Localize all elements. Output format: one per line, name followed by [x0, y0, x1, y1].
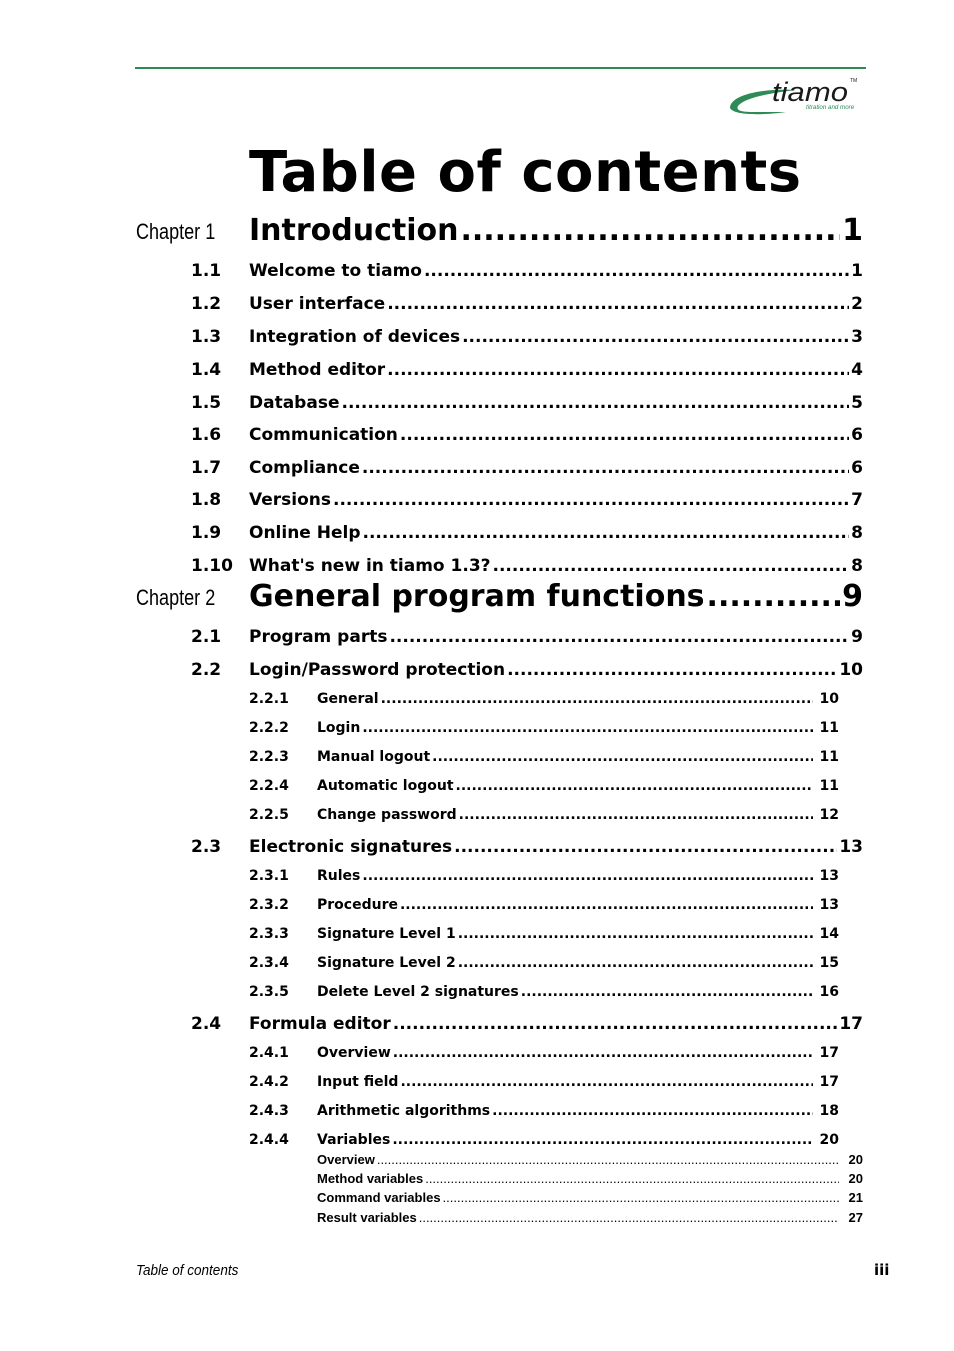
section-number: 1.7	[191, 458, 222, 478]
section-number: 2.4	[191, 1014, 222, 1034]
dot-leader	[377, 1152, 839, 1167]
dot-leader	[456, 778, 813, 794]
dot-leader	[462, 327, 849, 347]
dot-leader	[363, 523, 850, 543]
dot-leader	[400, 425, 849, 445]
chapter-title: Introduction	[249, 213, 459, 248]
page-number: 11	[819, 720, 839, 736]
subsection-number: 2.2.1	[249, 691, 289, 707]
page-number: 21	[848, 1190, 863, 1205]
toc-subsection-entry[interactable]	[317, 691, 839, 707]
page-number: 7	[851, 490, 863, 510]
toc-item-entry[interactable]	[317, 1210, 863, 1225]
subsection-number: 2.2.5	[249, 807, 289, 823]
page-number: 1	[851, 261, 863, 281]
section-title: What's new in tiamo 1.3?	[249, 556, 491, 576]
dot-leader	[443, 1190, 839, 1205]
dot-leader	[387, 294, 849, 314]
page-number: 9	[851, 627, 863, 647]
page-title: Table of contents	[249, 140, 802, 205]
subsection-title: General	[317, 691, 379, 707]
section-title: Formula editor	[249, 1014, 391, 1034]
page-number: 14	[819, 926, 839, 942]
page-number: 12	[819, 807, 839, 823]
section-title: Login/Password protection	[249, 660, 506, 680]
footer-section-label: Table of contents	[136, 1262, 239, 1279]
toc-item-entry[interactable]	[317, 1152, 863, 1167]
toc-section-entry[interactable]	[249, 458, 863, 478]
dot-leader	[507, 660, 837, 680]
section-number: 1.8	[191, 490, 222, 510]
subsection-title: Login	[317, 720, 361, 736]
subsection-number: 2.2.2	[249, 720, 289, 736]
item-title: Command variables	[317, 1190, 441, 1205]
subsection-title: Procedure	[317, 897, 398, 913]
dot-leader	[381, 691, 813, 707]
toc-section-entry[interactable]	[249, 627, 863, 647]
toc-section-entry[interactable]	[249, 660, 863, 680]
subsection-title: Arithmetic algorithms	[317, 1103, 491, 1119]
chapter-label: Chapter 2	[136, 585, 216, 610]
logo-trademark: TM	[850, 78, 858, 84]
subsection-title: Input field	[317, 1074, 399, 1090]
dot-leader	[387, 360, 849, 380]
section-title: User interface	[249, 294, 386, 314]
dot-leader	[392, 1132, 813, 1148]
page-number: 1	[842, 213, 863, 248]
section-number: 1.10	[191, 556, 233, 576]
subsection-number: 2.3.5	[249, 984, 289, 1000]
section-number: 1.1	[191, 261, 222, 281]
section-number: 1.2	[191, 294, 222, 314]
header-rule	[135, 67, 866, 69]
page-number: 5	[851, 393, 863, 413]
page-number: 11	[819, 778, 839, 794]
dot-leader	[425, 1171, 839, 1186]
dot-leader	[432, 749, 813, 765]
page-number: 20	[848, 1171, 863, 1186]
section-number: 2.3	[191, 837, 222, 857]
dot-leader	[393, 1045, 813, 1061]
toc-subsection-entry[interactable]	[317, 955, 839, 971]
page-number: 11	[819, 749, 839, 765]
toc-section-entry[interactable]	[249, 261, 863, 281]
page-number: 2	[851, 294, 863, 314]
subsection-number: 2.4.4	[249, 1132, 289, 1148]
toc-subsection-entry[interactable]	[317, 720, 839, 736]
section-title: Communication	[249, 425, 398, 445]
subsection-title: Signature Level 1	[317, 926, 456, 942]
toc-section-entry[interactable]	[249, 556, 863, 576]
dot-leader	[419, 1210, 839, 1225]
chapter-title: General program functions	[249, 579, 705, 614]
toc-subsection-entry[interactable]	[317, 1132, 839, 1148]
section-number: 2.1	[191, 627, 222, 647]
toc-subsection-entry[interactable]	[317, 1103, 839, 1119]
section-title: Method editor	[249, 360, 386, 380]
dot-leader	[333, 490, 849, 510]
logo-tagline: titration and more	[806, 104, 855, 111]
page-number: 8	[851, 556, 863, 576]
toc-subsection-entry[interactable]	[317, 778, 839, 794]
dot-leader	[458, 955, 813, 971]
toc-section-entry[interactable]	[249, 327, 863, 347]
logo-wordmark: tiamo	[772, 77, 848, 107]
section-number: 2.2	[191, 660, 222, 680]
dot-leader	[424, 261, 849, 281]
section-number: 1.3	[191, 327, 222, 347]
dot-leader	[362, 458, 849, 478]
toc-subsection-entry[interactable]	[317, 926, 839, 942]
subsection-number: 2.4.3	[249, 1103, 289, 1119]
toc-section-entry[interactable]	[249, 425, 863, 445]
dot-leader	[521, 984, 813, 1000]
section-number: 1.5	[191, 393, 222, 413]
dot-leader	[362, 720, 813, 736]
dot-leader	[341, 393, 849, 413]
item-title: Overview	[317, 1152, 375, 1167]
dot-leader	[362, 868, 813, 884]
footer-page-number: iii	[874, 1261, 890, 1279]
section-title: Welcome to tiamo	[249, 261, 422, 281]
dot-leader	[459, 807, 813, 823]
page-number: 10	[819, 691, 839, 707]
subsection-title: Manual logout	[317, 749, 431, 765]
section-number: 1.6	[191, 425, 222, 445]
item-title: Result variables	[317, 1210, 417, 1225]
subsection-title: Rules	[317, 868, 361, 884]
toc-section-entry[interactable]	[249, 1014, 863, 1034]
toc-subsection-entry[interactable]	[317, 1074, 839, 1090]
subsection-title: Overview	[317, 1045, 391, 1061]
subsection-title: Delete Level 2 signatures	[317, 984, 519, 1000]
page-number: 9	[842, 579, 863, 614]
page-number: 6	[851, 458, 863, 478]
tiamo-logo	[726, 74, 868, 118]
toc-subsection-entry[interactable]	[317, 897, 839, 913]
chapter-label: Chapter 1	[136, 219, 216, 244]
toc-chapter-entry[interactable]	[249, 579, 863, 614]
dot-leader	[493, 556, 850, 576]
toc-item-entry[interactable]	[317, 1190, 863, 1205]
dot-leader	[400, 897, 813, 913]
page-number: 17	[839, 1014, 863, 1034]
section-title: Integration of devices	[249, 327, 461, 347]
page-number: 18	[819, 1103, 839, 1119]
section-number: 1.9	[191, 523, 222, 543]
page-number: 15	[819, 955, 839, 971]
subsection-number: 2.3.4	[249, 955, 289, 971]
section-title: Database	[249, 393, 340, 413]
page-number: 17	[819, 1074, 839, 1090]
toc-chapter-entry[interactable]	[249, 213, 863, 248]
subsection-number: 2.4.2	[249, 1074, 289, 1090]
toc-section-entry[interactable]	[249, 360, 863, 380]
dot-leader	[400, 1074, 813, 1090]
page-number: 4	[851, 360, 863, 380]
toc-section-entry[interactable]	[249, 490, 863, 510]
toc-subsection-entry[interactable]	[317, 1045, 839, 1061]
section-title: Compliance	[249, 458, 360, 478]
page-number: 10	[839, 660, 863, 680]
subsection-title: Variables	[317, 1132, 391, 1148]
item-title: Method variables	[317, 1171, 424, 1186]
page-number: 3	[851, 327, 863, 347]
page-number: 16	[819, 984, 839, 1000]
section-title: Electronic signatures	[249, 837, 453, 857]
toc-subsection-entry[interactable]	[317, 984, 839, 1000]
toc-section-entry[interactable]	[249, 837, 863, 857]
dot-leader	[460, 213, 840, 248]
subsection-number: 2.3.1	[249, 868, 289, 884]
page-number: 13	[819, 897, 839, 913]
page-number: 6	[851, 425, 863, 445]
subsection-number: 2.3.3	[249, 926, 289, 942]
subsection-title: Signature Level 2	[317, 955, 456, 971]
page-number: 20	[848, 1152, 863, 1167]
toc-subsection-entry[interactable]	[317, 749, 839, 765]
dot-leader	[707, 579, 841, 614]
dot-leader	[454, 837, 837, 857]
section-title: Versions	[249, 490, 331, 510]
toc-section-entry[interactable]	[249, 294, 863, 314]
page-number: 13	[839, 837, 863, 857]
toc-item-entry[interactable]	[317, 1171, 863, 1186]
subsection-number: 2.2.4	[249, 778, 289, 794]
dot-leader	[458, 926, 813, 942]
toc-subsection-entry[interactable]	[317, 868, 839, 884]
page-number: 17	[819, 1045, 839, 1061]
page-number: 13	[819, 868, 839, 884]
section-number: 1.4	[191, 360, 222, 380]
subsection-number: 2.3.2	[249, 897, 289, 913]
page-number: 27	[848, 1210, 863, 1225]
section-title: Online Help	[249, 523, 361, 543]
dot-leader	[492, 1103, 813, 1119]
page-number: 8	[851, 523, 863, 543]
toc-section-entry[interactable]	[249, 393, 863, 413]
subsection-title: Automatic logout	[317, 778, 454, 794]
subsection-title: Change password	[317, 807, 457, 823]
dot-leader	[393, 1014, 838, 1034]
page-number: 20	[819, 1132, 839, 1148]
toc-subsection-entry[interactable]	[317, 807, 839, 823]
dot-leader	[389, 627, 849, 647]
subsection-number: 2.2.3	[249, 749, 289, 765]
subsection-number: 2.4.1	[249, 1045, 289, 1061]
section-title: Program parts	[249, 627, 388, 647]
toc-section-entry[interactable]	[249, 523, 863, 543]
